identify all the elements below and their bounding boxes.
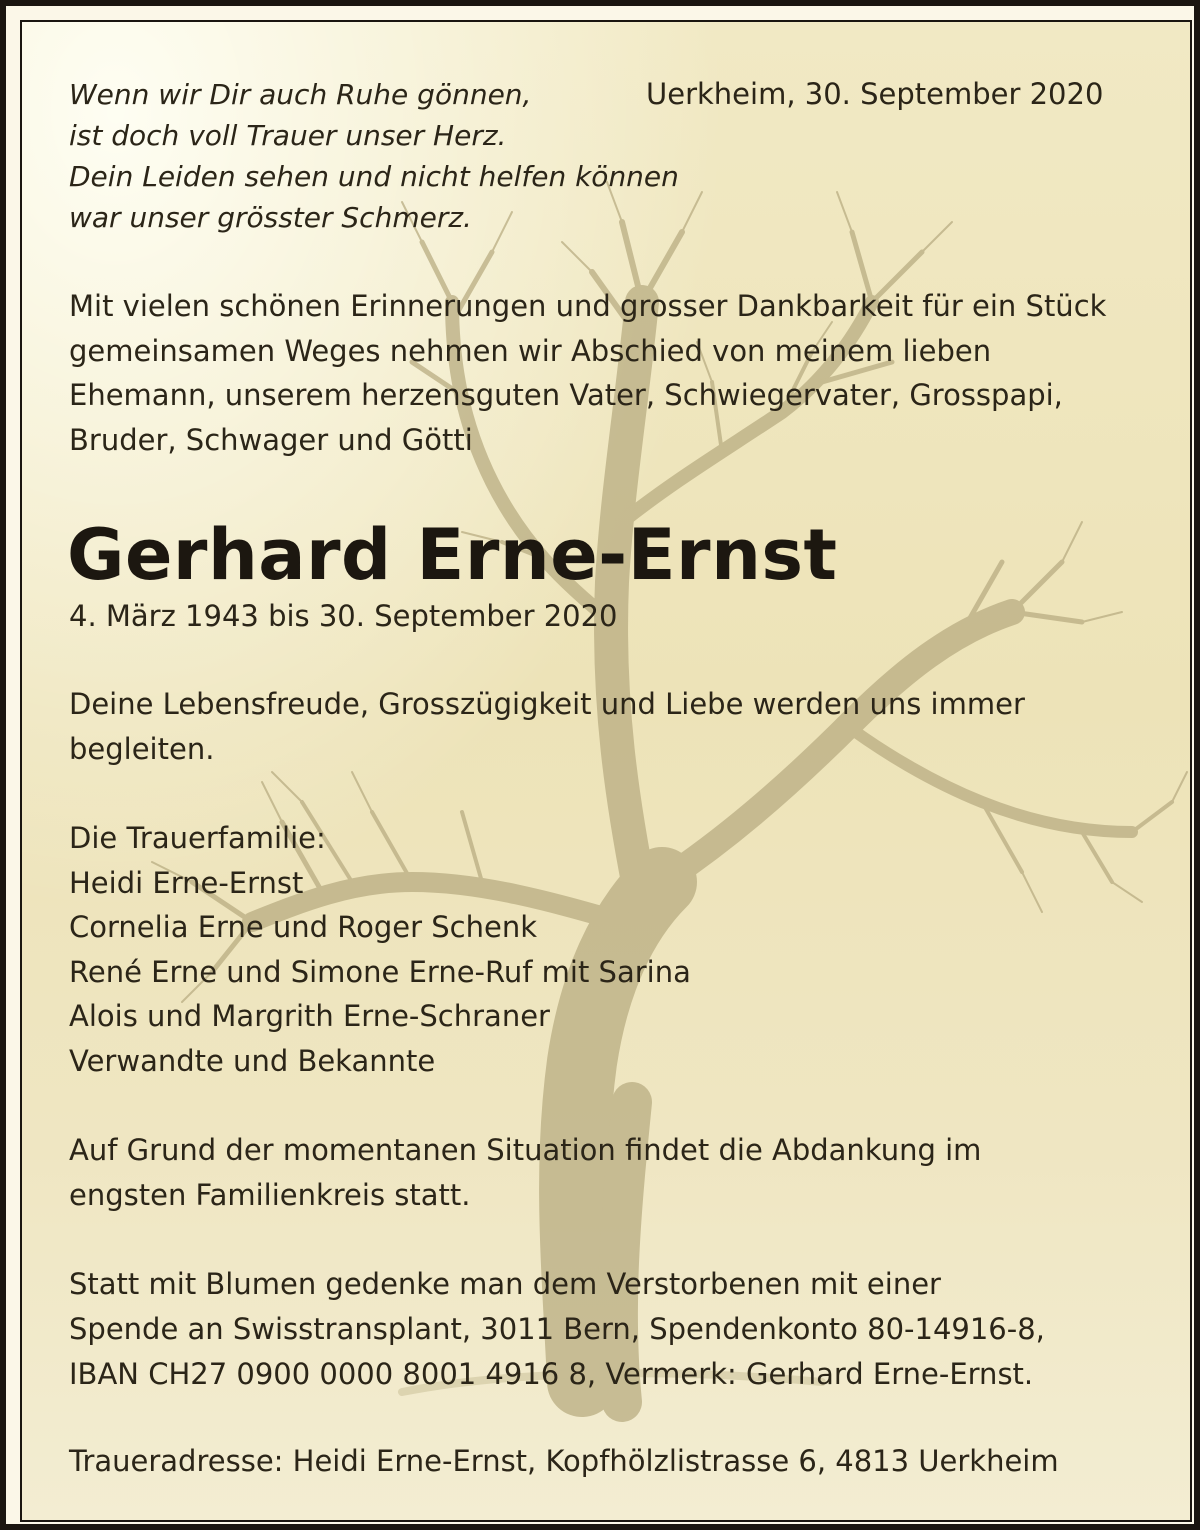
- family-member: Cornelia Erne und Roger Schenk: [69, 910, 538, 945]
- tribute-line: begleiten.: [69, 732, 215, 766]
- intro-paragraph: [69, 284, 1106, 463]
- family-member: Alois und Margrith Erne-Schraner: [69, 999, 550, 1034]
- deceased-name: Gerhard Erne-Ernst: [67, 514, 838, 596]
- poem: [69, 74, 679, 238]
- service-notice: [69, 1128, 981, 1218]
- family-heading: Die Trauerfamilie:: [69, 821, 326, 855]
- donation-line: Spende an Swisstransplant, 3011 Bern, Spendenkonto 80-14916-8,: [69, 1312, 1045, 1346]
- donation-line: Statt mit Blumen gedenke man dem Verstorbenen mit einer: [69, 1267, 941, 1301]
- intro-line: gemeinsamen Weges nehmen wir Abschied von meinem lieben: [69, 333, 992, 368]
- family-member: Verwandte und Bekannte: [69, 1043, 436, 1078]
- poem-line: war unser grösster Schmerz.: [69, 201, 472, 234]
- obituary-card: [20, 20, 1192, 1522]
- family-list: [69, 816, 691, 1084]
- poem-line: ist doch voll Trauer unser Herz.: [69, 119, 507, 152]
- intro-line: Ehemann, unserem herzensguten Vater, Schwiegervater, Grosspapi,: [69, 378, 1063, 413]
- family-member: Heidi Erne-Ernst: [69, 865, 304, 900]
- tribute-paragraph: [69, 682, 1025, 772]
- mourning-address: Traueradresse: Heidi Erne-Ernst, Kopfhölzlistrasse 6, 4813 Uerkheim: [69, 1444, 1059, 1478]
- service-line: Auf Grund der momentanen Situation findet die Abdankung im: [69, 1133, 982, 1167]
- obituary-text: [22, 22, 1192, 1522]
- intro-line: Bruder, Schwager und Götti: [69, 423, 473, 458]
- family-member: René Erne und Simone Erne-Ruf mit Sarina: [69, 954, 691, 989]
- lifespan-dates: 4. März 1943 bis 30. September 2020: [69, 599, 618, 633]
- service-line: engsten Familienkreis statt.: [69, 1178, 471, 1212]
- donation-line: IBAN CH27 0900 0000 8001 4916 8, Vermerk: Gerhard Erne-Ernst.: [69, 1357, 1034, 1391]
- poem-line: Dein Leiden sehen und nicht helfen können: [69, 160, 679, 193]
- intro-line: Mit vielen schönen Erinnerungen und grosser Dankbarkeit für ein Stück: [69, 289, 1107, 323]
- donation-notice: [69, 1262, 1045, 1397]
- tribute-line: Deine Lebensfreude, Grosszügigkeit und Liebe werden uns immer: [69, 687, 1025, 721]
- poem-line: Wenn wir Dir auch Ruhe gönnen,: [69, 78, 532, 111]
- place-date: Uerkheim, 30. September 2020: [646, 77, 1104, 111]
